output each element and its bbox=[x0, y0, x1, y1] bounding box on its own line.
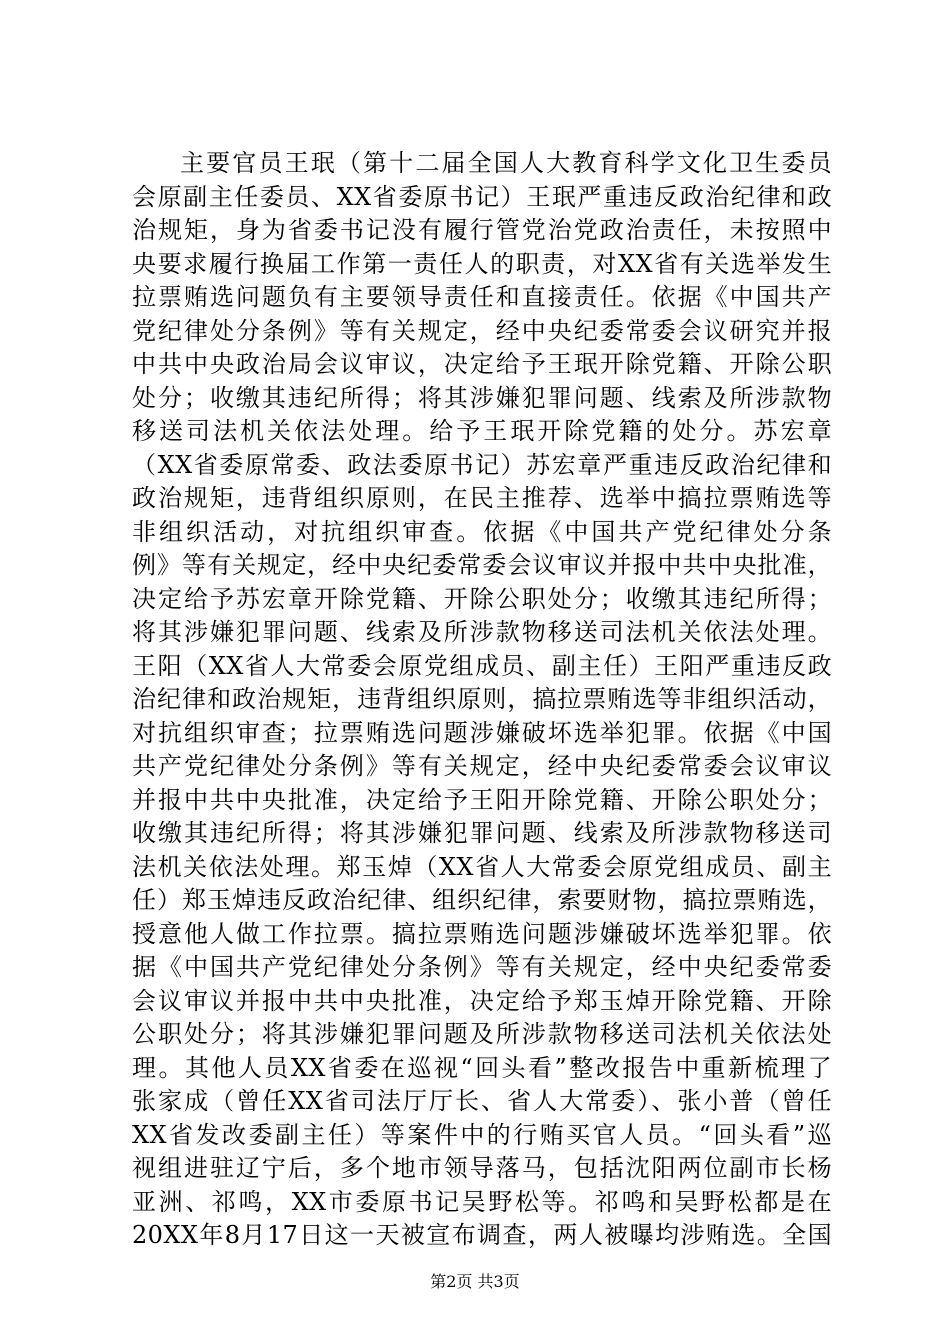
text-line: 将其涉嫌犯罪问题、线索及所涉款物移送司法机关依法处理。 bbox=[132, 618, 832, 646]
text-line: 政治规矩，违背组织原则，在民主推荐、选举中搞拉票贿选等 bbox=[132, 484, 832, 512]
text-line: 张家成（曾任XX省司法厅厅长、省人大常委）、张小普（曾任 bbox=[132, 1087, 832, 1115]
text-line: 移送司法机关依法处理。给予王珉开除党籍的处分。苏宏章 bbox=[132, 417, 832, 445]
text-line: 20XX年8月17日这一天被宣布调查，两人被曝均涉贿选。全国 bbox=[132, 1221, 832, 1249]
text-line: 公职处分；将其涉嫌犯罪问题及所涉款物移送司法机关依法处 bbox=[132, 1020, 832, 1048]
text-line: 治纪律和政治规矩，违背组织原则，搞拉票贿选等非组织活动， bbox=[132, 685, 832, 713]
text-line: 拉票贿选问题负有主要领导责任和直接责任。依据《中国共产 bbox=[132, 283, 832, 311]
text-line: 治规矩，身为省委书记没有履行管党治党政治责任，未按照中 bbox=[132, 216, 832, 244]
text-line: 王阳（XX省人大常委会原党组成员、副主任）王阳严重违反政 bbox=[132, 651, 832, 680]
text-line: 任）郑玉焯违反政治纪律、组织纪律，索要财物，搞拉票贿选， bbox=[132, 886, 832, 914]
text-line: （XX省委原常委、政法委原书记）苏宏章严重违反政治纪律和 bbox=[132, 450, 832, 479]
text-line: 决定给予苏宏章开除党籍、开除公职处分；收缴其违纪所得； bbox=[132, 584, 832, 613]
text-line: 法机关依法处理。郑玉焯（XX省人大常委会原党组成员、副主 bbox=[132, 852, 832, 881]
text-line: 亚洲、祁鸣，XX市委原书记吴野松等。祁鸣和吴野松都是在 bbox=[132, 1187, 832, 1216]
text-line: 央要求履行换届工作第一责任人的职责，对XX省有关选举发生 bbox=[132, 249, 832, 278]
text-line: 非组织活动，对抗组织审查。依据《中国共产党纪律处分条 bbox=[132, 517, 832, 546]
text-line: 共产党纪律处分条例》等有关规定，经中央纪委常委会议审议 bbox=[132, 752, 832, 780]
text-line: 例》等有关规定，经中央纪委常委会议审议并报中共中央批准， bbox=[132, 551, 832, 579]
text-line: 中共中央政治局会议审议，决定给予王珉开除党籍、开除公职 bbox=[132, 350, 832, 378]
text-line: 理。其他人员XX省委在巡视“回头看”整改报告中重新梳理了 bbox=[132, 1053, 832, 1082]
text-line: 收缴其违纪所得；将其涉嫌犯罪问题、线索及所涉款物移送司 bbox=[132, 819, 832, 847]
text-line: 据《中国共产党纪律处分条例》等有关规定，经中央纪委常委 bbox=[132, 953, 832, 981]
text-line: 党纪律处分条例》等有关规定，经中央纪委常委会议研究并报 bbox=[132, 316, 832, 345]
text-line: 会原副主任委员、XX省委原书记）王珉严重违反政治纪律和政 bbox=[132, 182, 832, 211]
text-line: XX省发改委副主任）等案件中的行贿买官人员。“回头看”巡 bbox=[132, 1120, 832, 1149]
text-line: 对抗组织审查；拉票贿选问题涉嫌破坏选举犯罪。依据《中国 bbox=[132, 718, 832, 747]
text-line: 处分；收缴其违纪所得；将其涉嫌犯罪问题、线索及所涉款物 bbox=[132, 383, 832, 412]
text-line: 并报中共中央批准，决定给予王阳开除党籍、开除公职处分； bbox=[132, 785, 832, 814]
text-line: 会议审议并报中共中央批准，决定给予郑玉焯开除党籍、开除 bbox=[132, 986, 832, 1015]
body-paragraph bbox=[132, 147, 832, 1253]
text-line: 视组进驻辽宁后，多个地市领导落马，包括沈阳两位副市长杨 bbox=[132, 1154, 832, 1182]
text-line: 主要官员王珉（第十二届全国人大教育科学文化卫生委员 bbox=[180, 149, 832, 177]
page-number-footer: 第2页 共3页 bbox=[430, 1272, 520, 1291]
text-line: 授意他人做工作拉票。搞拉票贿选问题涉嫌破坏选举犯罪。依 bbox=[132, 919, 832, 948]
